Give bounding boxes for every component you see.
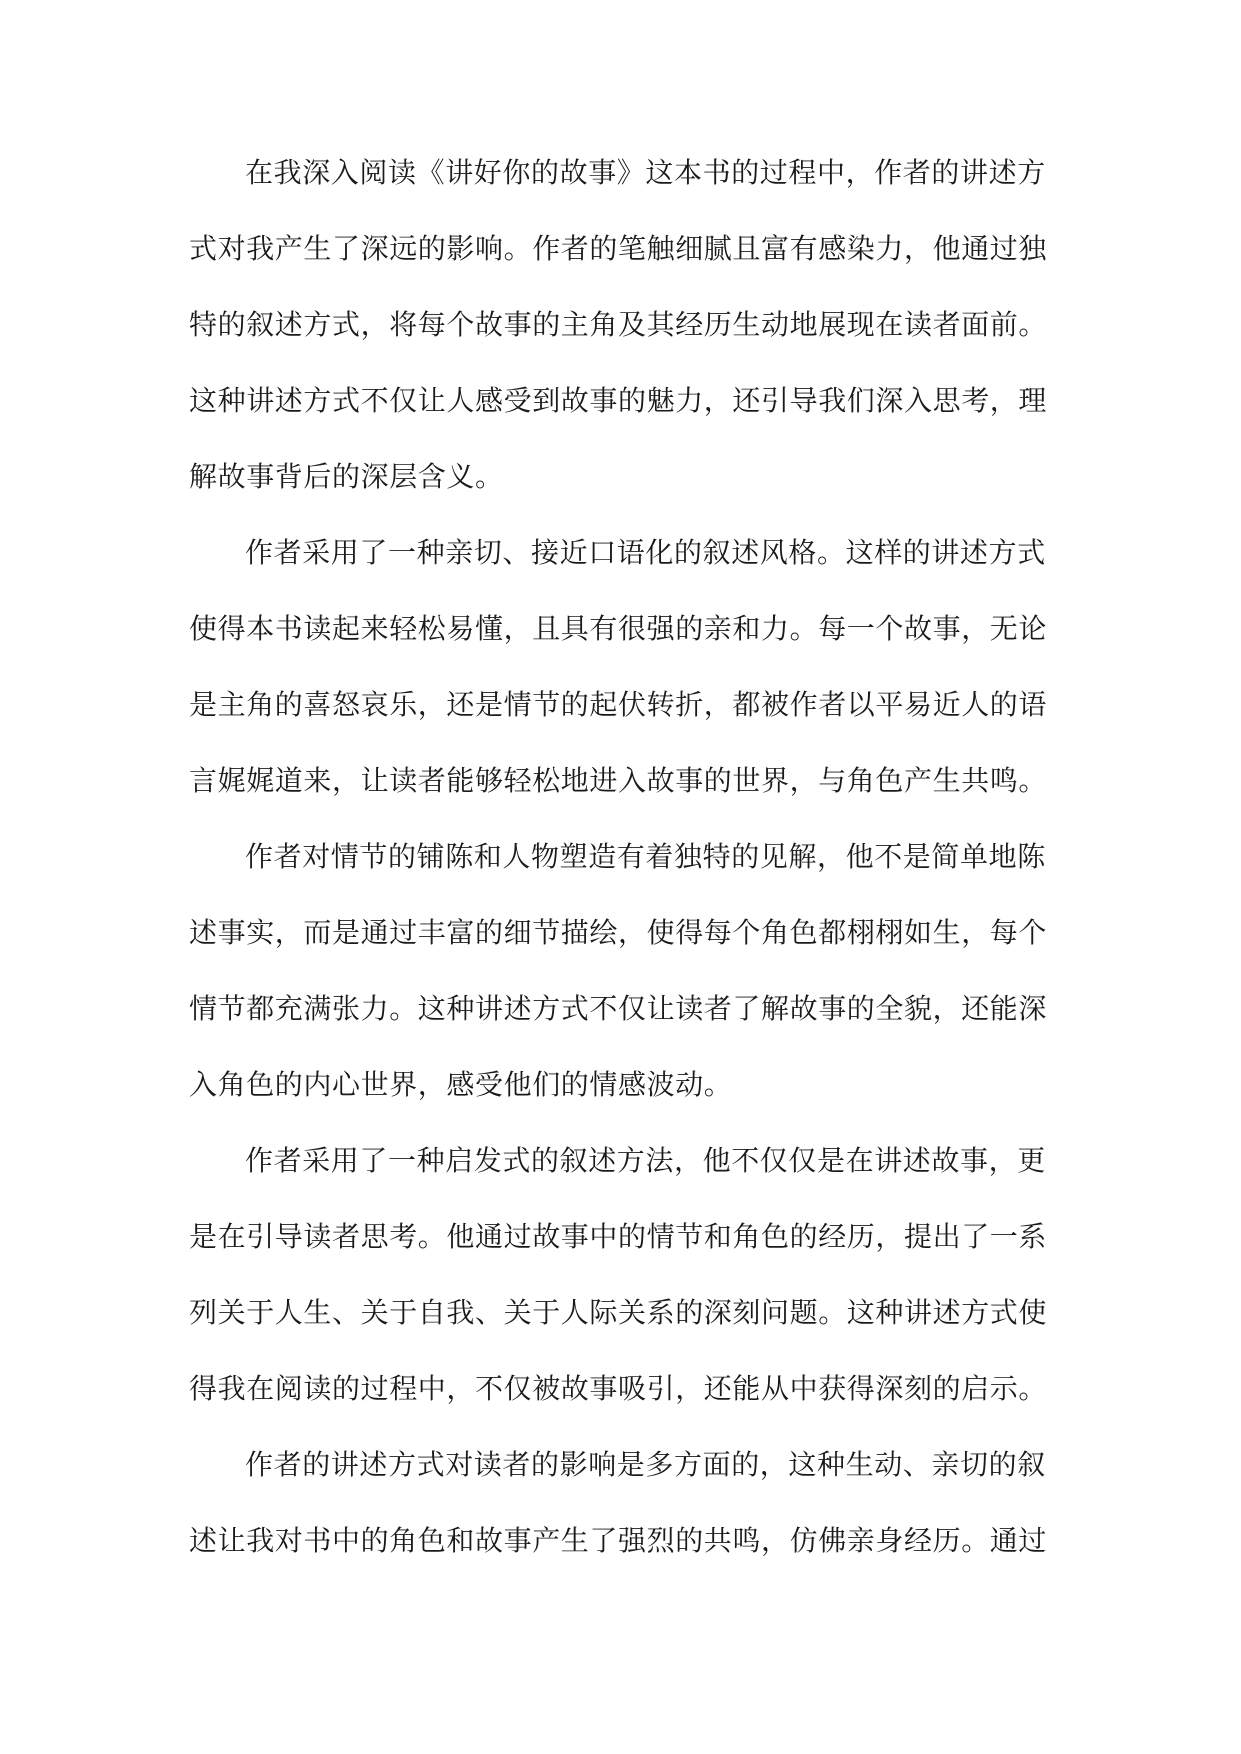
paragraph-line: 作者的讲述方式对读者的影响是多方面的，这种生动、亲切的叙 bbox=[245, 1448, 1046, 1481]
paragraph-line: 情节都充满张力。这种讲述方式不仅让读者了解故事的全貌，还能深 bbox=[189, 992, 1048, 1025]
paragraph-line: 入角色的内心世界，感受他们的情感波动。 bbox=[189, 1068, 733, 1101]
paragraph-line: 述事实，而是通过丰富的细节描绘，使得每个角色都栩栩如生，每个 bbox=[189, 916, 1048, 949]
paragraph-line: 得我在阅读的过程中，不仅被故事吸引，还能从中获得深刻的启示。 bbox=[189, 1372, 1048, 1405]
paragraph-line: 言娓娓道来，让读者能够轻松地进入故事的世界，与角色产生共鸣。 bbox=[189, 764, 1048, 797]
paragraph-line: 式对我产生了深远的影响。作者的笔触细腻且富有感染力，他通过独 bbox=[189, 232, 1048, 265]
paragraph-line: 在我深入阅读《讲好你的故事》这本书的过程中，作者的讲述方 bbox=[245, 156, 1046, 189]
paragraph-line: 解故事背后的深层含义。 bbox=[189, 460, 504, 493]
paragraph-line: 述让我对书中的角色和故事产生了强烈的共鸣，仿佛亲身经历。通过 bbox=[189, 1524, 1048, 1557]
paragraph-line: 是主角的喜怒哀乐，还是情节的起伏转折，都被作者以平易近人的语 bbox=[189, 688, 1048, 721]
paragraph-line: 是在引导读者思考。他通过故事中的情节和角色的经历，提出了一系 bbox=[189, 1220, 1048, 1253]
paragraph-line: 列关于人生、关于自我、关于人际关系的深刻问题。这种讲述方式使 bbox=[189, 1296, 1048, 1329]
paragraph-line: 这种讲述方式不仅让人感受到故事的魅力，还引导我们深入思考，理 bbox=[189, 384, 1048, 417]
paragraph-line: 作者对情节的铺陈和人物塑造有着独特的见解，他不是简单地陈 bbox=[245, 840, 1046, 873]
paragraph-line: 使得本书读起来轻松易懂，且具有很强的亲和力。每一个故事，无论 bbox=[189, 612, 1048, 645]
paragraph-line: 作者采用了一种亲切、接近口语化的叙述风格。这样的讲述方式 bbox=[245, 536, 1046, 569]
paragraph-line: 特的叙述方式，将每个故事的主角及其经历生动地展现在读者面前。 bbox=[189, 308, 1048, 341]
paragraph-line: 作者采用了一种启发式的叙述方法，他不仅仅是在讲述故事，更 bbox=[245, 1144, 1046, 1177]
